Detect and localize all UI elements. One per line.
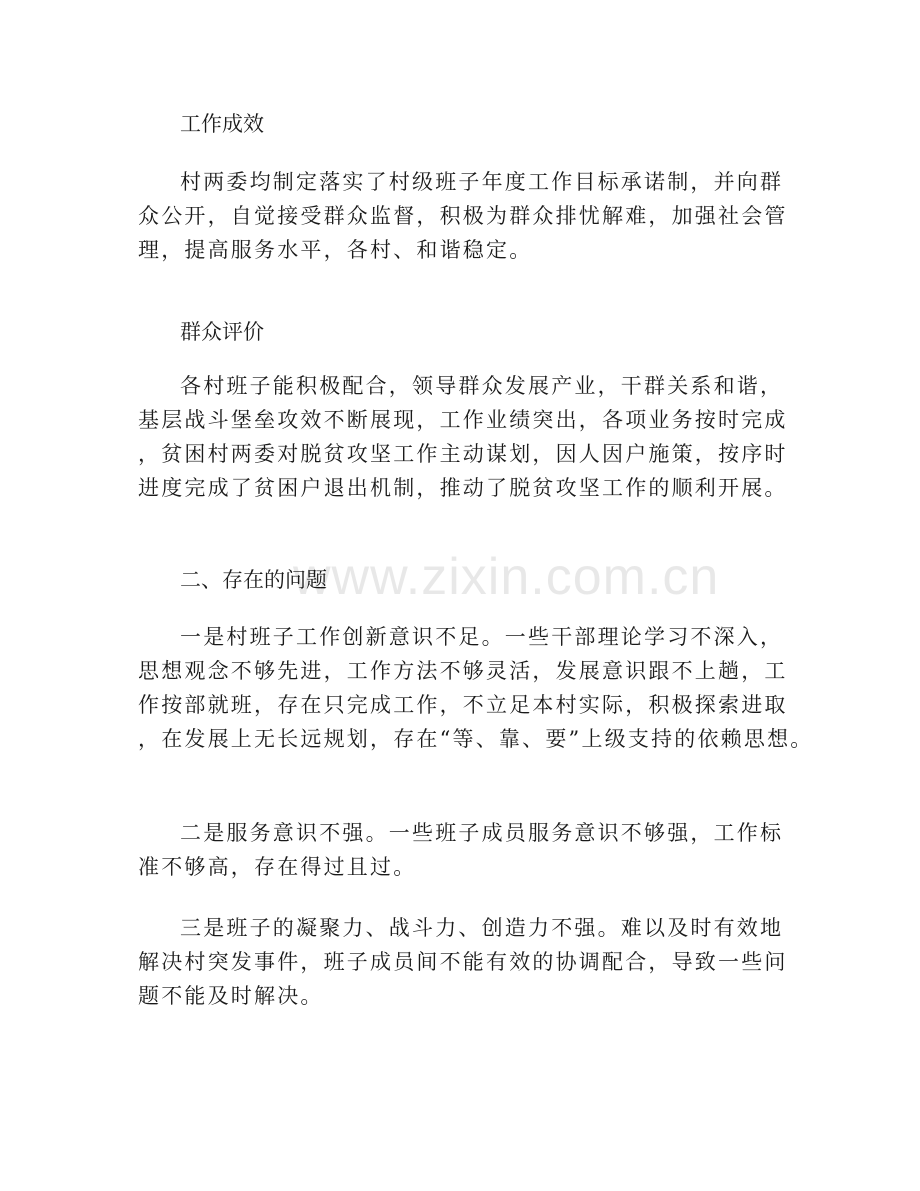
- section-heading-public-evaluation: 群众评价: [180, 320, 264, 344]
- paragraph-public-evaluation: [138, 369, 788, 505]
- watermark: www.zixin.com.cn: [293, 548, 720, 606]
- paragraph-line: 各村班子能积极配合，领导群众发展产业，干群关系和谐，: [180, 374, 784, 398]
- paragraph-line: 众公开，自觉接受群众监督，积极为群众排忧解难，加强社会管: [138, 204, 788, 228]
- paragraph-problem-3: [138, 911, 788, 1013]
- paragraph-line: 思想观念不够先进，工作方法不够灵活，发展意识跟不上趟，工: [138, 659, 788, 683]
- section-heading-work-results: 工作成效: [180, 112, 264, 136]
- paragraph-line: 村两委均制定落实了村级班子年度工作目标承诺制，并向群: [180, 170, 784, 194]
- paragraph-line: 作按部就班，存在只完成工作，不立足本村实际，积极探索进取: [138, 693, 788, 717]
- paragraph-line: ，在发展上无长远规划，存在“等、靠、要”上级支持的依赖思想。: [138, 727, 814, 751]
- paragraph-problem-2: [138, 816, 788, 884]
- section-heading-existing-problems: 二、存在的问题: [180, 568, 327, 592]
- paragraph-problem-1: [138, 620, 814, 756]
- paragraph-line: 题不能及时解决。: [138, 984, 324, 1008]
- paragraph-line: 一是村班子工作创新意识不足。一些干部理论学习不深入，: [180, 625, 784, 649]
- paragraph-line: 三是班子的凝聚力、战斗力、创造力不强。难以及时有效地: [180, 916, 784, 940]
- paragraph-work-results: [138, 165, 788, 267]
- paragraph-line: ，贫困村两委对脱贫攻坚工作主动谋划，因人因户施策，按序时: [138, 442, 788, 466]
- paragraph-line: 基层战斗堡垒攻效不断展现，工作业绩突出，各项业务按时完成: [138, 408, 788, 432]
- paragraph-line: 解决村突发事件，班子成员间不能有效的协调配合，导致一些问: [138, 950, 788, 974]
- paragraph-line: 进度完成了贫困户退出机制，推动了脱贫攻坚工作的顺利开展。: [138, 476, 788, 500]
- paragraph-line: 二是服务意识不强。一些班子成员服务意识不够强，工作标: [180, 821, 784, 845]
- paragraph-line: 准不够高，存在得过且过。: [138, 855, 417, 879]
- paragraph-line: 理，提高服务水平，各村、和谐稳定。: [138, 238, 533, 262]
